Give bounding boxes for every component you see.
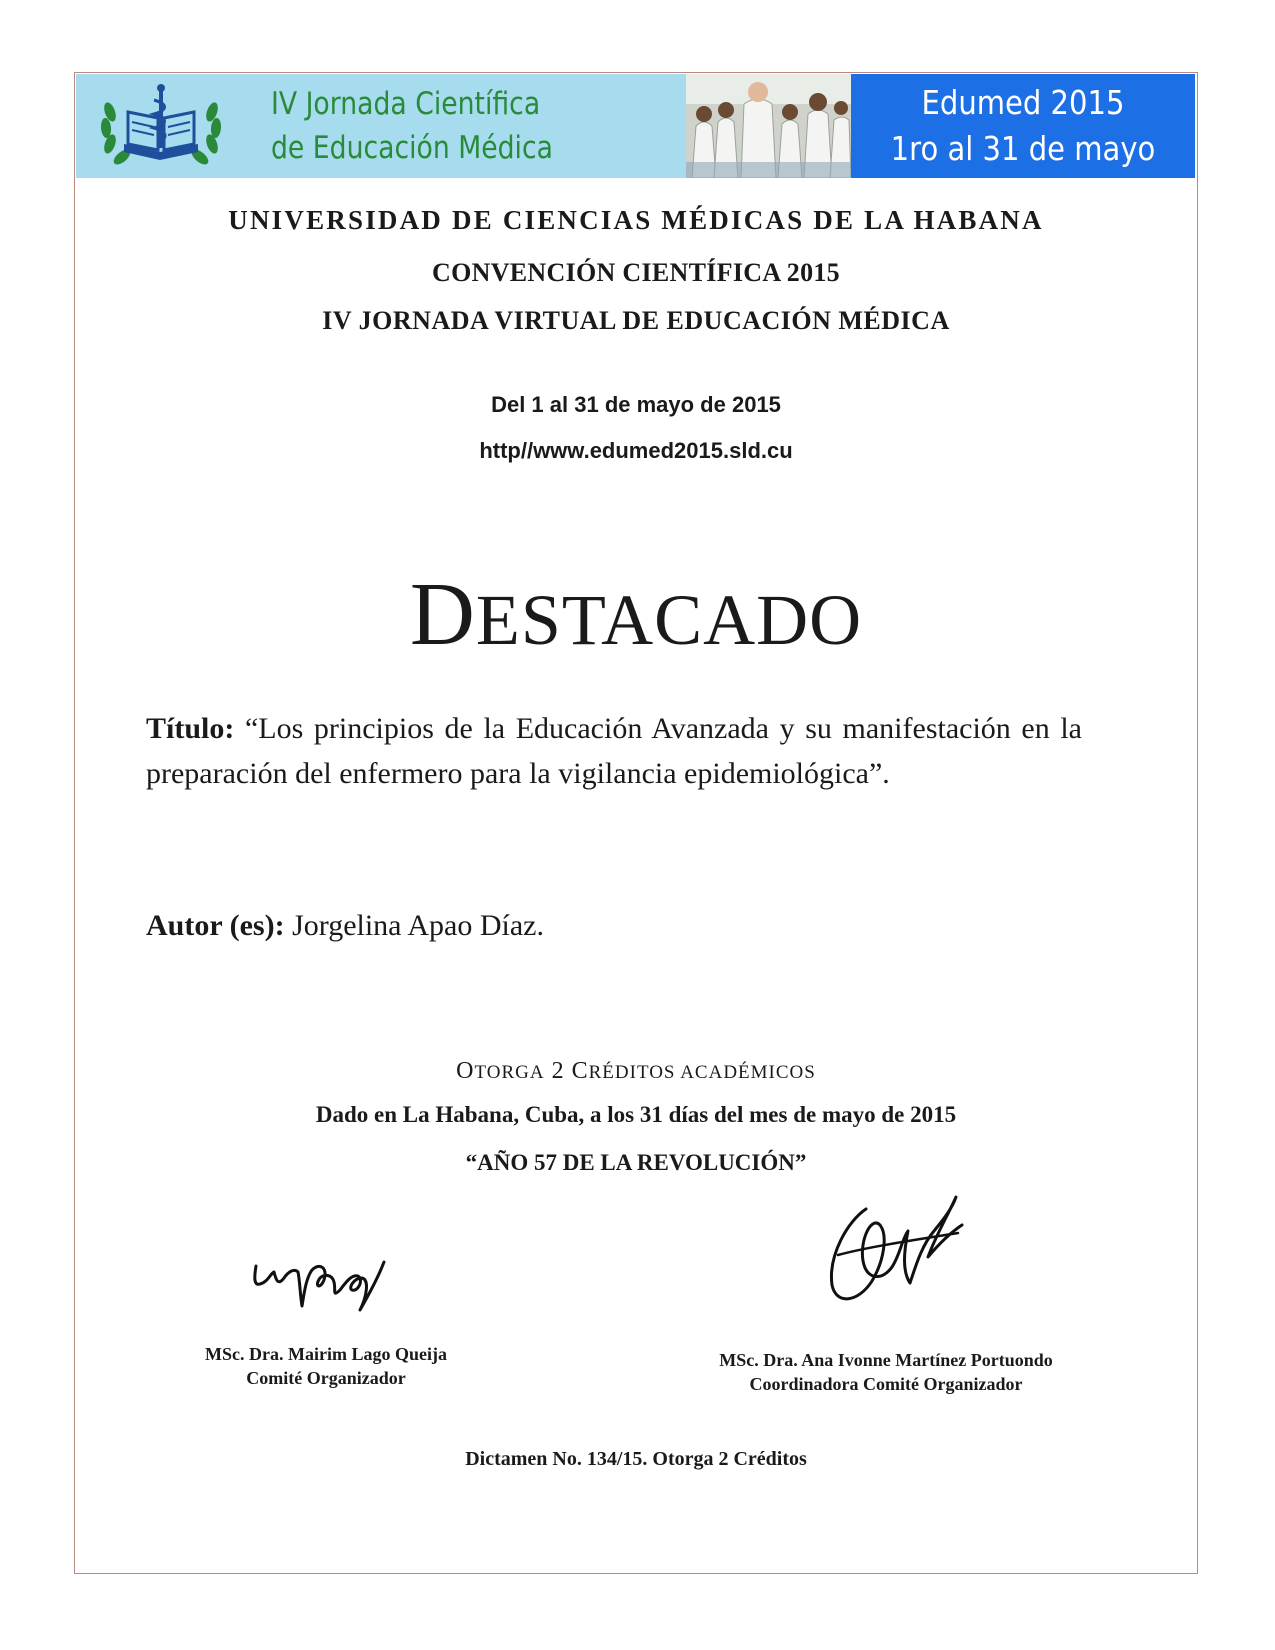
signatory-2 — [676, 1348, 1096, 1396]
banner-left-panel — [76, 74, 686, 178]
signatory-1 — [176, 1342, 476, 1390]
signatory-1-role: Comité Organizador — [246, 1368, 406, 1388]
given-line: Dado en La Habana, Cuba, a los 31 días del mes de mayo de 2015 — [315, 1102, 957, 1127]
banner-right-panel — [851, 74, 1195, 178]
credits-num: 2 — [544, 1058, 572, 1084]
jornada-name: IV JORNADA VIRTUAL DE EDUCACIÓN MÉDICA — [322, 306, 950, 335]
convention-name: CONVENCIÓN CIENTÍFICA 2015 — [432, 258, 840, 287]
banner-title-line2: de Educación Médica — [271, 130, 553, 166]
banner-title-line1: IV Jornada Científica — [271, 86, 541, 122]
work-title-label: Título: — [146, 712, 235, 745]
dictamen-line: Dictamen No. 134/15. Otorga 2 Créditos — [465, 1448, 807, 1470]
year-motto: “AÑO 57 DE LA REVOLUCIÓN” — [465, 1150, 807, 1175]
banner-edumed-line2: 1ro al 31 de mayo — [890, 129, 1156, 168]
signatory-2-name: MSc. Dra. Ana Ivonne Martínez Portuondo — [719, 1350, 1053, 1370]
credits-line — [74, 1058, 1198, 1085]
work-author-label: Autor (es): — [146, 909, 285, 942]
work-title-text: “Los principios de la Educación Avanzada y su manifestación en la preparación del enfermero para la vigilancia epidemiológica”. — [146, 712, 1083, 790]
caduceus-book-laurel-icon — [96, 82, 226, 172]
photo-figures — [686, 74, 851, 178]
signature-2 — [818, 1185, 968, 1315]
award-title-rest: ESTACADO — [475, 580, 863, 660]
group-of-medical-staff-photo — [686, 74, 851, 178]
university-name: UNIVERSIDAD DE CIENCIAS MÉDICAS DE LA HABANA — [228, 205, 1044, 235]
signature-1 — [250, 1238, 400, 1318]
credits-o: O — [456, 1058, 475, 1084]
banner-edumed-line1: Edumed 2015 — [921, 83, 1125, 122]
banner-title — [271, 82, 632, 170]
award-title — [74, 560, 1198, 675]
work-author-text: Jorgelina Apao Díaz. — [292, 909, 544, 942]
credits-torga: TORGA — [474, 1062, 545, 1083]
credits-reditos: RÉDITOS ACADÉMICOS — [588, 1062, 816, 1083]
credits-c: C — [571, 1058, 589, 1084]
work-title — [146, 706, 1082, 796]
event-banner — [76, 74, 1195, 178]
banner-edumed — [872, 80, 1175, 172]
signatory-2-role: Coordinadora Comité Organizador — [749, 1374, 1023, 1394]
event-dates: Del 1 al 31 de mayo de 2015 — [491, 392, 781, 417]
award-title-initial: D — [409, 565, 476, 664]
work-author — [146, 903, 1082, 948]
signatory-1-name: MSc. Dra. Mairim Lago Queija — [205, 1344, 447, 1364]
event-url: http//www.edumed2015.sld.cu — [479, 438, 793, 463]
